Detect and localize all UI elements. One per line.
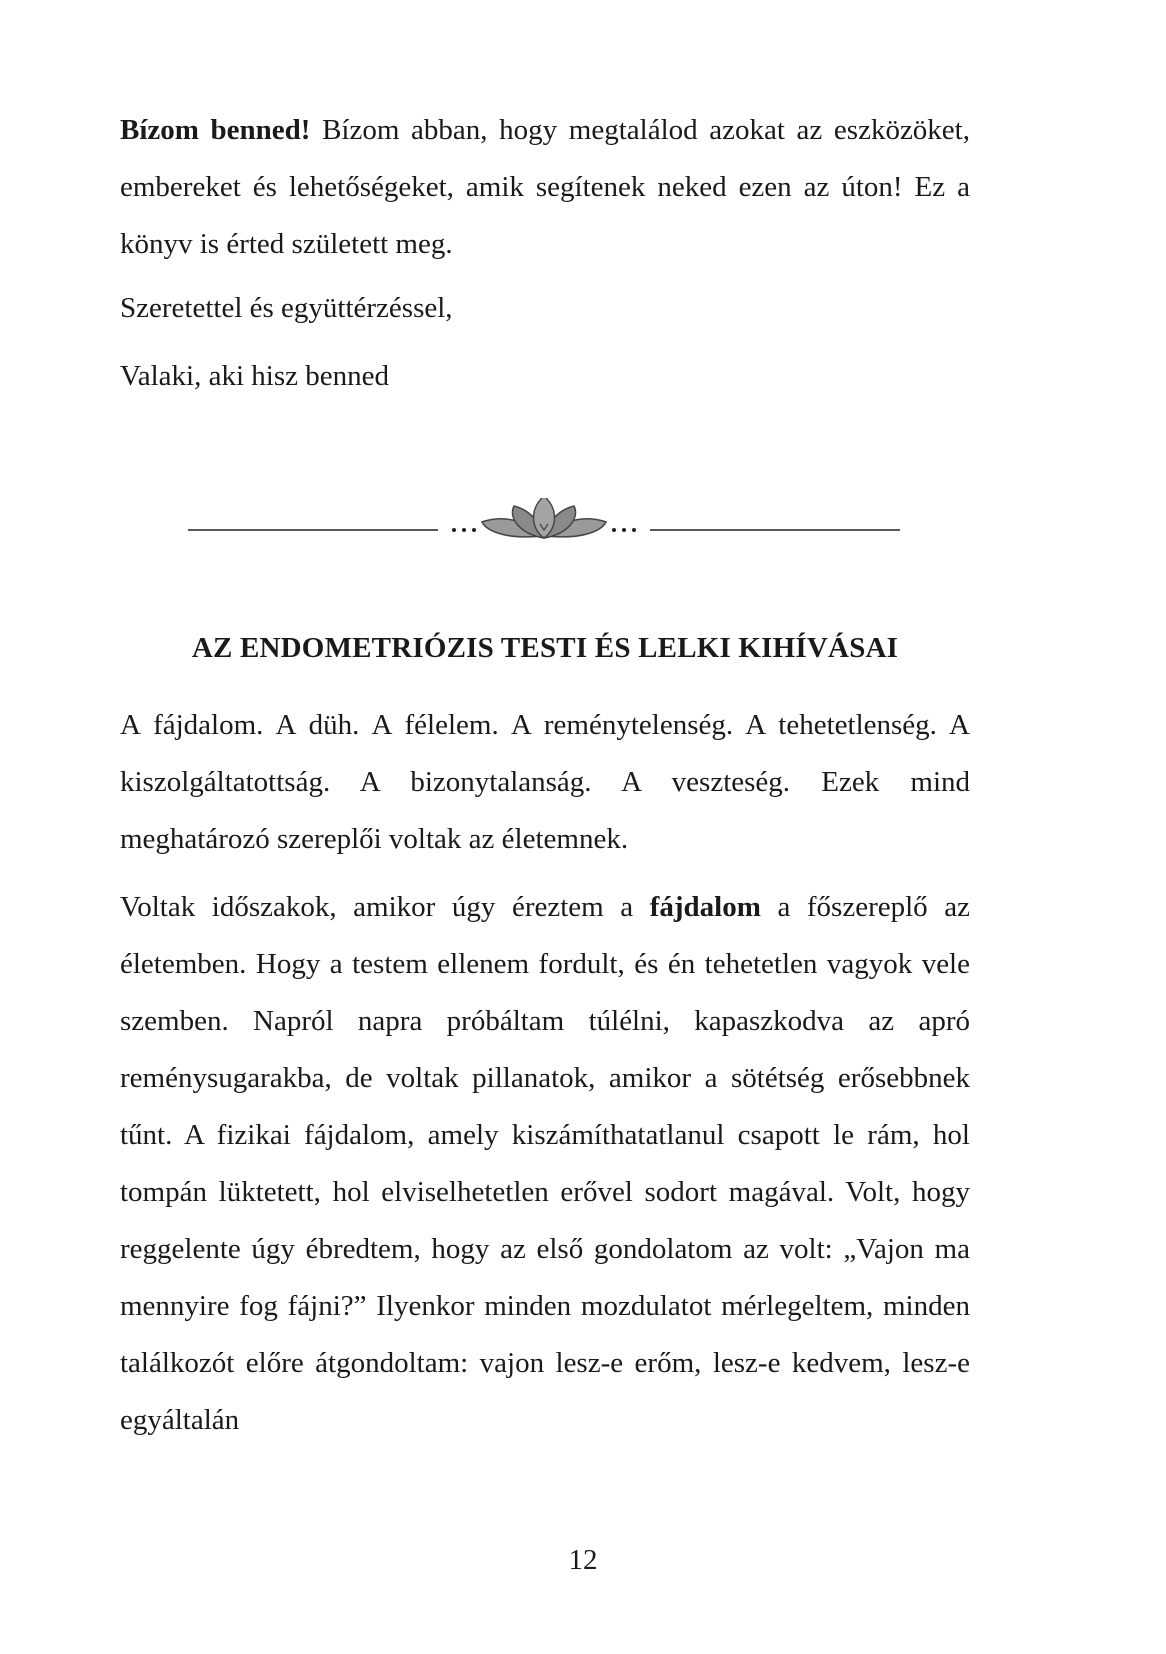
body-paragraph-2 bbox=[120, 879, 970, 1449]
divider-dot bbox=[612, 528, 616, 532]
page-number: 12 bbox=[568, 1544, 598, 1576]
ornamental-divider bbox=[188, 498, 900, 568]
divider-dot bbox=[622, 528, 626, 532]
intro-bold-lead: Bízom benned! bbox=[120, 114, 311, 146]
intro-text: Bízom abban, hogy megtalálod azokat az eszközöket, embereket és lehetőségeket, amik segítenek neked ezen az úton! Ez a könyv is érted született meg. bbox=[120, 114, 970, 260]
paragraph-2-text-rest: a főszereplő az életemben. Hogy a testem ellenem fordult, és én tehetetlen vagyok vele szemben. Napról napra próbáltam túlélni, kapaszkodva az apró reménysugarakba, de voltak pillanatok, amikor a sötétség erősebbnek tűnt. A fizikai fájdalom, amely kiszámíthatatlanul csapott le rám, hol tompán lüktetett, hol elviselhetetlen erővel sodort magával. Volt, hogy reggelente úgy ébredtem, hogy az első gondolatom az volt: „Vajon ma mennyire fog fájni?” Ilyenkor minden mozdulatot mérlegeltem, minden találkozót előre átgondoltam: vajon lesz-e erőm, lesz-e kedvem, lesz-e egyáltalán bbox=[120, 891, 970, 1436]
paragraph-2-text-start: Voltak időszakok, amikor úgy éreztem a bbox=[120, 891, 650, 923]
divider-dot bbox=[462, 528, 466, 532]
intro-paragraph bbox=[120, 102, 970, 273]
lotus-icon bbox=[482, 498, 606, 538]
closing-line: Szeretettel és együttérzéssel, bbox=[120, 292, 453, 324]
divider-dot bbox=[472, 528, 476, 532]
signature-line: Valaki, aki hisz benned bbox=[120, 360, 389, 392]
section-heading: AZ ENDOMETRIÓZIS TESTI ÉS LELKI KIHÍVÁSAI bbox=[191, 632, 899, 664]
paragraph-2-bold-word: fájdalom bbox=[649, 891, 761, 923]
divider-dot bbox=[452, 528, 456, 532]
divider-dot bbox=[632, 528, 636, 532]
body-paragraph-1: A fájdalom. A düh. A félelem. A reménytelenség. A tehetetlenség. A kiszolgáltatottság. A bizonytalanság. A veszteség. Ezek mind meghatározó szereplői voltak az életemnek. bbox=[120, 709, 970, 855]
